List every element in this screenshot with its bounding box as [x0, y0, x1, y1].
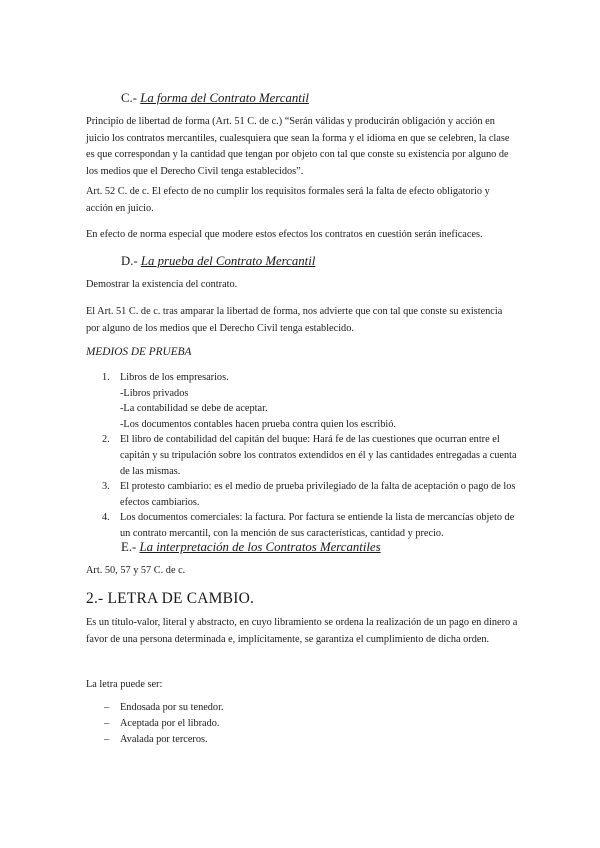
section-e-title: La interpretación de los Contratos Mercantiles — [139, 540, 381, 554]
medios-prueba-list — [102, 370, 520, 542]
letra-types-list — [104, 700, 404, 747]
section-c-prefix: C.- — [121, 91, 137, 105]
section-d-title: La prueba del Contrato Mercantil — [140, 254, 316, 268]
section-c-title: La forma del Contrato Mercantil — [140, 91, 309, 105]
section-d-prefix: D.- — [121, 254, 138, 268]
list-item: 2. El libro de contabilidad del capitán del buque: Hará fe de las cuestiones que ocurran entre el capitán y su tripulación sobre los contratos extendidos en él y las cantidades entregadas a cuenta de las mismas. — [102, 434, 517, 477]
paragraph-art52: Art. 52 C. de c. El efecto de no cumplir los requisitos formales será la falta de efecto obligatorio y acción en juicio. — [86, 186, 490, 214]
section-c-heading — [121, 90, 309, 106]
letra-cambio-heading: 2.- LETRA DE CAMBIO. — [86, 590, 255, 607]
section-e-heading — [121, 539, 381, 555]
paragraph-art50: Art. 50, 57 y 57 C. de c. — [86, 565, 186, 576]
paragraph-libertad-forma: Principio de libertad de forma (Art. 51 C. de c.) “Serán válidas y producirán obligación y acción en juicio los contratos mercantiles, cualesquiera que sean la forma y el idioma en que se celebren, la clase es que correspondan y la cantidad que tengan por objeto con tal que conste su existencia por alguno de los medios que el Derecho Civil tenga establecidos”. — [86, 116, 510, 177]
paragraph-letra-puede: La letra puede ser: — [86, 679, 163, 690]
paragraph-norma-especial: En efecto de norma especial que modere estos efectos los contratos en cuestión serán ineficaces. — [86, 229, 483, 240]
list-item: 1. Libros de los empresarios. -Libros privados -La contabilidad se debe de aceptar. -Los documentos contables hacen prueba contra quien los escribió. — [102, 372, 396, 430]
list-item: 4. Los documentos comerciales: la factura. Por factura se entiende la lista de mercancías objeto de un contrato mercantil, con la mención de sus características, cantidad y precio. — [102, 512, 515, 539]
list-item: – Avalada por terceros. — [104, 733, 208, 745]
medios-prueba-heading: MEDIOS DE PRUEBA — [86, 346, 192, 358]
section-e-prefix: E.- — [121, 540, 137, 554]
paragraph-art51: El Art. 51 C. de c. tras amparar la libertad de forma, nos advierte que con tal que conste su existencia por alguno de los medios que el Derecho Civil tenga establecido. — [86, 306, 503, 334]
list-item: – Aceptada por el librado. — [104, 717, 220, 729]
list-item: 3. El protesto cambiario: es el medio de prueba privilegiado de la falta de aceptación o pago de los efectos cambiarios. — [102, 481, 516, 508]
paragraph-titulo-valor: Es un título-valor, literal y abstracto, en cuyo libramiento se ordena la realización de un pago en dinero a favor de una persona determinada e, implícitamente, se garantiza el cumplimiento de dicha orden. — [86, 617, 518, 645]
paragraph-demostrar: Demostrar la existencia del contrato. — [86, 279, 238, 290]
section-d-heading — [121, 253, 315, 269]
list-item: – Endosada por su tenedor. — [104, 702, 224, 713]
